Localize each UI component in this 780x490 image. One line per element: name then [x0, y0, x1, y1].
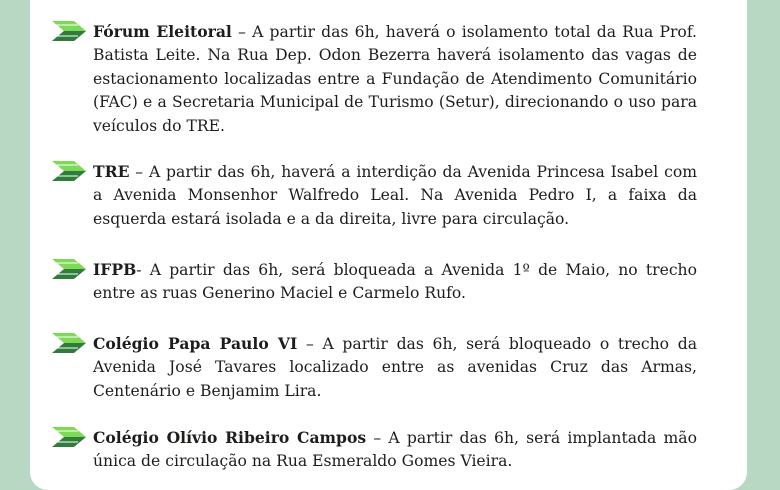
- item-text: [93, 160, 697, 231]
- item-body: - A partir das 6h, será bloqueada a Avenida 1º de Maio, no trecho entre as ruas Generino Maciel e Carmelo Rufo.: [93, 261, 697, 303]
- item-body: – A partir das 6h, haverá a interdição da Avenida Princesa Isabel com a Avenida Monsenhor Walfredo Leal. Na Avenida Pedro I, a faixa da esquerda estará isolada e a da direita, livre para circulação.: [93, 163, 697, 228]
- chevron-bullet-icon: [52, 259, 86, 279]
- item-body: – A partir das 6h, será implantada mão única de circulação na Rua Esmeraldo Gomes Vieira.: [93, 429, 697, 471]
- item-body: – A partir das 6h, haverá o isolamento total da Rua Prof. Batista Leite. Na Rua Dep. Odon Bezerra haverá isolamento das vagas de estacionamento localizadas entre a Fundação de Atendimento Comunitário (FAC) e a Secretaria Municipal de Turismo (Setur), direcionando o uso para veículos do TRE.: [93, 23, 697, 135]
- item-title: Colégio Papa Paulo VI: [93, 334, 298, 353]
- chevron-bullet-icon: [52, 333, 86, 353]
- list-item: [52, 426, 697, 474]
- list-item: [52, 258, 697, 306]
- item-text: [93, 332, 697, 403]
- chevron-bullet-icon: [52, 21, 86, 41]
- item-title: Colégio Olívio Ribeiro Campos: [93, 428, 367, 447]
- list-item: [52, 20, 697, 138]
- item-title: TRE: [93, 162, 130, 181]
- item-text: [93, 20, 697, 138]
- content-card: [30, 0, 747, 490]
- chevron-bullet-icon: [52, 427, 86, 447]
- item-text: [93, 258, 697, 306]
- item-body: – A partir das 6h, será bloqueado o trecho da Avenida José Tavares localizado entre as avenidas Cruz das Armas, Centenário e Benjamim Lira.: [93, 335, 697, 400]
- list-item: [52, 332, 697, 403]
- chevron-bullet-icon: [52, 161, 86, 181]
- item-text: [93, 426, 697, 474]
- item-title: Fórum Eleitoral: [93, 22, 232, 41]
- item-title: IFPB: [93, 260, 137, 279]
- list-item: [52, 160, 697, 231]
